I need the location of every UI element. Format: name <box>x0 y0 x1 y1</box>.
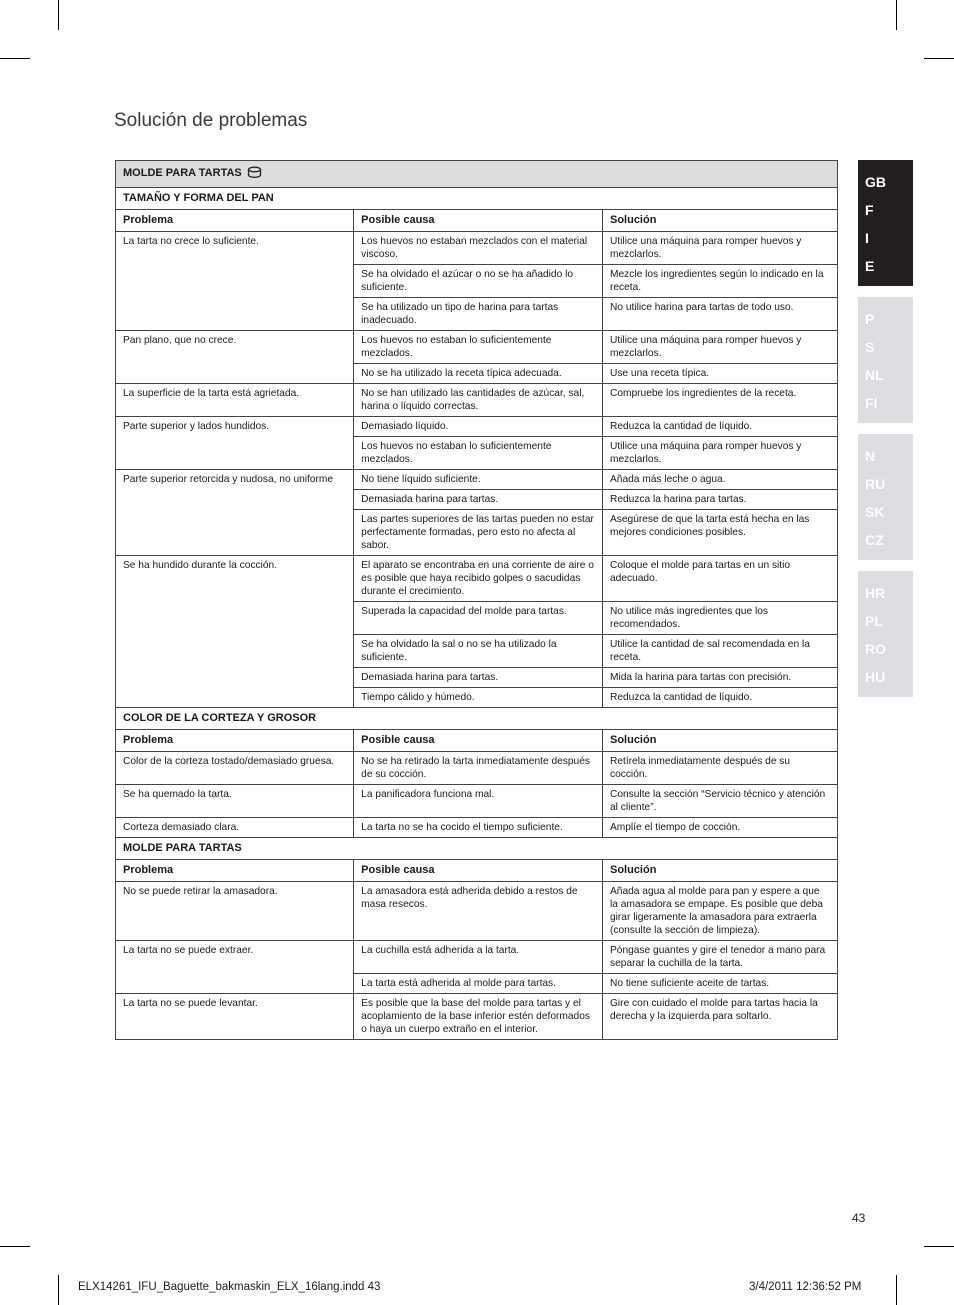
solution-cell: Reduzca la cantidad de líquido. <box>602 688 837 708</box>
language-tab[interactable]: RU <box>865 476 886 492</box>
table-row <box>116 331 838 364</box>
cause-cell: La tarta no se ha cocido el tiempo suficiente. <box>354 818 603 838</box>
cause-cell: Demasiado líquido. <box>354 417 603 437</box>
problem-cell: La superficie de la tarta está agrietada. <box>116 384 354 417</box>
troubleshooting-table <box>115 160 838 1040</box>
column-header-row <box>116 730 838 752</box>
language-tab[interactable]: CZ <box>865 532 884 548</box>
footer-file-info: ELX14261_IFU_Baguette_bakmaskin_ELX_16lang.indd 43 <box>78 1281 381 1293</box>
problem-cell: Se ha quemado la tarta. <box>116 785 354 818</box>
problem-cell: Color de la corteza tostado/demasiado gruesa. <box>116 752 354 785</box>
solution-cell: Póngase guantes y gire el tenedor a mano para separar la cuchilla de la tarta. <box>602 941 837 974</box>
solution-cell: Use una receta típica. <box>602 364 837 384</box>
language-tab-group[interactable] <box>858 571 913 697</box>
cause-cell: No se ha retirado la tarta inmediatamente después de su cocción. <box>354 752 603 785</box>
cause-cell: No se han utilizado las cantidades de azúcar, sal, harina o líquido correctas. <box>354 384 603 417</box>
cause-cell: Se ha olvidado el azúcar o no se ha añadido lo suficiente. <box>354 265 603 298</box>
language-tab[interactable]: GB <box>865 174 886 190</box>
language-tab[interactable]: PL <box>865 613 883 629</box>
table-row <box>116 470 838 490</box>
cause-cell: Los huevos no estaban mezclados con el material viscoso. <box>354 232 603 265</box>
header-problem: Problema <box>116 210 354 232</box>
language-tab[interactable]: P <box>865 311 875 327</box>
language-tab[interactable]: HR <box>865 585 886 601</box>
solution-cell: Reduzca la harina para tartas. <box>602 490 837 510</box>
solution-cell: No utilice harina para tartas de todo uso. <box>602 298 837 331</box>
column-header-row <box>116 210 838 232</box>
crop-mark <box>924 58 954 59</box>
header-solution: Solución <box>602 860 837 882</box>
crop-mark <box>0 58 30 59</box>
crop-mark <box>896 1275 897 1305</box>
cause-cell: Demasiada harina para tartas. <box>354 668 603 688</box>
language-tab[interactable]: HU <box>865 669 886 685</box>
footer-timestamp: 3/4/2011 12:36:52 PM <box>749 1281 862 1293</box>
table-row <box>116 232 838 265</box>
cause-cell: Se ha olvidado la sal o no se ha utilizado la suficiente. <box>354 635 603 668</box>
problem-cell: Corteza demasiado clara. <box>116 818 354 838</box>
header-solution: Solución <box>602 210 837 232</box>
banner-title: MOLDE PARA TARTAS <box>123 167 242 179</box>
page-title: Solución de problemas <box>114 110 308 131</box>
problem-cell: No se puede retirar la amasadora. <box>116 882 354 941</box>
header-cause: Posible causa <box>354 210 603 232</box>
header-solution: Solución <box>602 730 837 752</box>
solution-cell: Gire con cuidado el molde para tartas hacia la derecha y la izquierda para soltarlo. <box>602 994 837 1040</box>
problem-cell: Se ha hundido durante la cocción. <box>116 556 354 708</box>
header-problem: Problema <box>116 730 354 752</box>
column-header-row <box>116 860 838 882</box>
cause-cell: Superada la capacidad del molde para tartas. <box>354 602 603 635</box>
cause-cell: Los huevos no estaban lo suficientemente mezclados. <box>354 437 603 470</box>
solution-cell: No tiene suficiente aceite de tartas. <box>602 974 837 994</box>
cause-cell: Es posible que la base del molde para tartas y el acoplamiento de la base inferior estén deformados o haya un cuerpo extraño en el interior. <box>354 994 603 1040</box>
language-tab[interactable]: E <box>865 258 875 274</box>
language-tab[interactable]: NL <box>865 367 884 383</box>
crop-mark <box>58 0 59 30</box>
header-problem: Problema <box>116 860 354 882</box>
table-row <box>116 818 838 838</box>
section-title: COLOR DE LA CORTEZA Y GROSOR <box>116 708 838 730</box>
solution-cell: Asegúrese de que la tarta está hecha en las mejores condiciones posibles. <box>602 510 837 556</box>
language-tabs <box>858 160 913 708</box>
crop-mark <box>58 1275 59 1305</box>
section-title: MOLDE PARA TARTAS <box>116 838 838 860</box>
solution-cell: Utilice una máquina para romper huevos y mezclarlos. <box>602 331 837 364</box>
table-row <box>116 941 838 974</box>
cause-cell: La amasadora está adherida debido a restos de masa resecos. <box>354 882 603 941</box>
cause-cell: La tarta está adherida al molde para tartas. <box>354 974 603 994</box>
solution-cell: Compruebe los ingredientes de la receta. <box>602 384 837 417</box>
table-row <box>116 417 838 437</box>
solution-cell: Añada más leche o agua. <box>602 470 837 490</box>
section-header <box>116 838 838 860</box>
crop-mark <box>896 0 897 30</box>
solution-cell: Mida la harina para tartas con precisión. <box>602 668 837 688</box>
problem-cell: La tarta no se puede extraer. <box>116 941 354 994</box>
cause-cell: Demasiada harina para tartas. <box>354 490 603 510</box>
solution-cell: Utilice la cantidad de sal recomendada en la receta. <box>602 635 837 668</box>
solution-cell: Utilice una máquina para romper huevos y mezclarlos. <box>602 437 837 470</box>
solution-cell: Coloque el molde para tartas en un sitio adecuado. <box>602 556 837 602</box>
language-tab[interactable]: F <box>865 202 874 218</box>
language-tab[interactable]: N <box>865 448 876 464</box>
table-banner <box>116 161 838 188</box>
cause-cell: Los huevos no estaban lo suficientemente mezclados. <box>354 331 603 364</box>
language-tab-group[interactable] <box>858 160 913 286</box>
cause-cell: La cuchilla está adherida a la tarta. <box>354 941 603 974</box>
table-row <box>116 882 838 941</box>
solution-cell: Retírela inmediatamente después de su cocción. <box>602 752 837 785</box>
cause-cell: Las partes superiores de las tartas pueden no estar perfectamente formadas, pero esto no afecta al sabor. <box>354 510 603 556</box>
cause-cell: No tiene líquido suficiente. <box>354 470 603 490</box>
solution-cell: No utilice más ingredientes que los recomendados. <box>602 602 837 635</box>
cause-cell: La panificadora funciona mal. <box>354 785 603 818</box>
cake-pan-icon <box>247 166 262 183</box>
section-header <box>116 188 838 210</box>
problem-cell: La tarta no se puede levantar. <box>116 994 354 1040</box>
table-row <box>116 384 838 417</box>
section-header <box>116 708 838 730</box>
problem-cell: La tarta no crece lo suficiente. <box>116 232 354 331</box>
section-title: TAMAÑO Y FORMA DEL PAN <box>116 188 838 210</box>
language-tab-group[interactable] <box>858 434 913 560</box>
solution-cell: Utilice una máquina para romper huevos y mezclarlos. <box>602 232 837 265</box>
language-tab[interactable]: RO <box>865 641 886 657</box>
cause-cell: El aparato se encontraba en una corriente de aire o es posible que haya recibido golpes o sacudidas durante el crecimiento. <box>354 556 603 602</box>
language-tab[interactable]: I <box>865 230 869 246</box>
solution-cell: Añada agua al molde para pan y espere a que la amasadora se empape. Es posible que deba girar ligeramente la amasadora para extraerla (consulte la sección de limpieza). <box>602 882 837 941</box>
language-tab[interactable]: SK <box>865 504 885 520</box>
language-tab-group[interactable] <box>858 297 913 423</box>
cause-cell: Se ha utilizado un tipo de harina para tartas inadecuado. <box>354 298 603 331</box>
cause-cell: No se ha utilizado la receta típica adecuada. <box>354 364 603 384</box>
header-cause: Posible causa <box>354 730 603 752</box>
table-row <box>116 752 838 785</box>
language-tab[interactable]: FI <box>865 395 878 411</box>
page-number: 43 <box>852 1211 866 1225</box>
table-row <box>116 785 838 818</box>
crop-mark <box>0 1246 30 1247</box>
problem-cell: Pan plano, que no crece. <box>116 331 354 384</box>
language-tab[interactable]: S <box>865 339 875 355</box>
solution-cell: Amplíe el tiempo de cocción. <box>602 818 837 838</box>
solution-cell: Consulte la sección “Servicio técnico y atención al cliente”. <box>602 785 837 818</box>
problem-cell: Parte superior retorcida y nudosa, no uniforme <box>116 470 354 556</box>
solution-cell: Reduzca la cantidad de líquido. <box>602 417 837 437</box>
table-row <box>116 994 838 1040</box>
solution-cell: Mezcle los ingredientes según lo indicado en la receta. <box>602 265 837 298</box>
cause-cell: Tiempo cálido y húmedo. <box>354 688 603 708</box>
problem-cell: Parte superior y lados hundidos. <box>116 417 354 470</box>
table-row <box>116 556 838 602</box>
crop-mark <box>924 1246 954 1247</box>
header-cause: Posible causa <box>354 860 603 882</box>
